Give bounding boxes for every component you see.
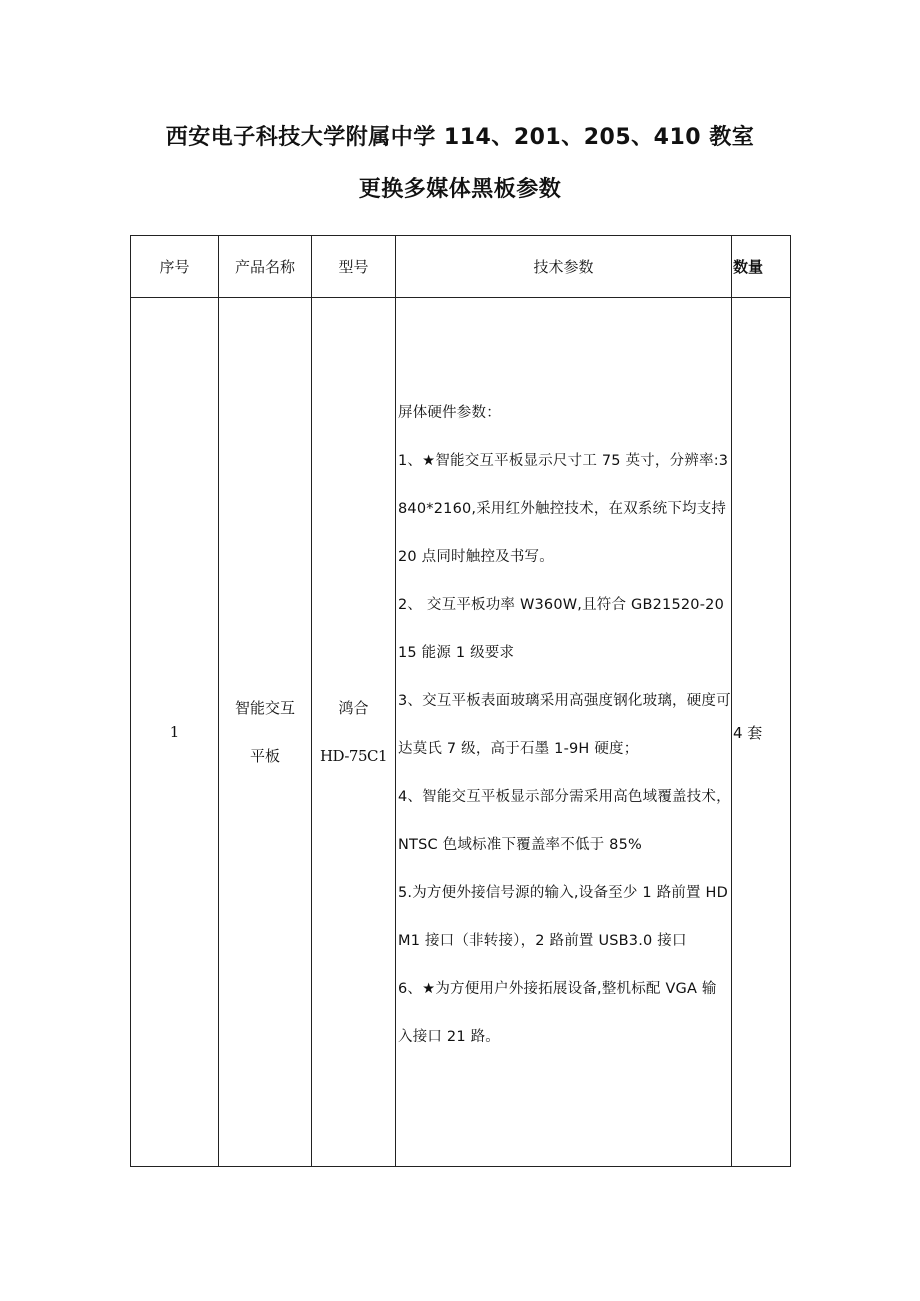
table-row (131, 298, 791, 1167)
header-quantity: 数量 (732, 236, 791, 298)
spec-heading: 屏体硬件参数： (398, 405, 501, 421)
spec-item-2: 2、 交互平板功率 W360W,且符合 GB21520-2015 能源 1 级要求 (398, 597, 725, 661)
product-name-line1: 智能交互 (234, 699, 295, 717)
spec-text (398, 389, 731, 1061)
document-title: 西安电子科技大学附属中学 114、201、205、410 教室 (165, 125, 755, 150)
document-subtitle: 更换多媒体黑板参数 (358, 177, 562, 202)
cell-spec (396, 298, 732, 1167)
model-brand: 鸿合 (338, 699, 369, 717)
product-name-line2: 平板 (249, 747, 280, 765)
spec-item-3: 3、交互平板表面玻璃采用高强度钢化玻璃，硬度可达莫氏 7 级，高于石墨 1-9H 硬度； (398, 693, 731, 757)
cell-product-name (219, 298, 312, 1167)
spec-item-5: 5.为方便外接信号源的输入,设备至少 1 路前置 HDM1 接口（非转接），2 路前置 USB3.0 接口 (398, 885, 728, 949)
spec-item-6: 6、★为方便用户外接拓展设备,整机标配 VGA 输入接口 21 路。 (398, 981, 717, 1045)
spec-item-4: 4、智能交互平板显示部分需采用高色域覆盖技术，NTSC 色域标准下覆盖率不低于 85% (398, 789, 731, 853)
header-model: 型号 (312, 236, 396, 298)
model-code: HD-75C1 (319, 747, 388, 765)
parameter-table (130, 235, 791, 1167)
header-spec: 技术参数 (396, 236, 732, 298)
header-no: 序号 (131, 236, 219, 298)
cell-quantity: 4 套 (732, 298, 791, 1167)
table-header-row (131, 236, 791, 298)
header-product-name: 产品名称 (219, 236, 312, 298)
cell-model (312, 298, 396, 1167)
cell-no: 1 (131, 298, 219, 1167)
spec-item-1: 1、★智能交互平板显示尺寸工 75 英寸，分辨率:3840*2160,采用红外触控技术，在双系统下均支持 20 点同时触控及书写。 (398, 453, 729, 565)
